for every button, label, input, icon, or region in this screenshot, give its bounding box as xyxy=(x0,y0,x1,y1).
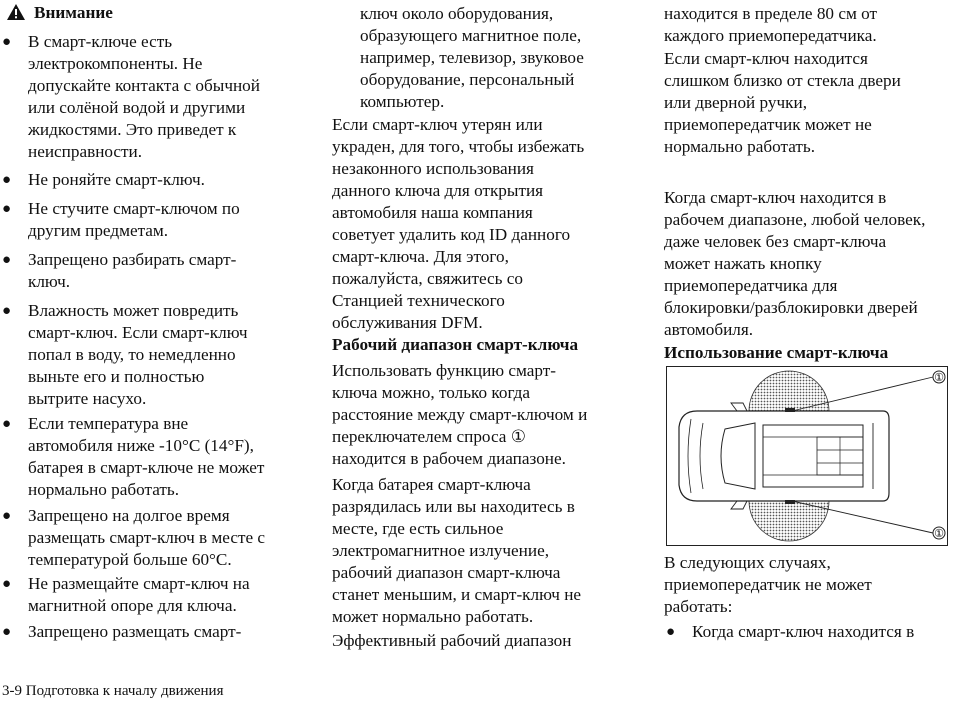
bullet-dot: ● xyxy=(666,624,676,640)
warning-heading xyxy=(6,2,113,24)
list-item-continuation: ключ около оборудования, образующего магнитное поле, например, телевизор, звуковое оборудование, персональный компьютер. xyxy=(360,4,584,111)
list-item-text: Когда смарт-ключ находится в xyxy=(692,622,915,641)
list-item-text: Запрещено размещать смарт- xyxy=(28,622,242,641)
bullet-dot: ● xyxy=(2,508,12,524)
paragraph-lost-key: Если смарт-ключ утерян или украден, для того, чтобы избежать незаконного использования данного ключа для открытия автомобиля наша компания советует удалить код ID данного смарт-ключа. Для этого, пожалуйста, свяжитесь со Станцией технического обслуживания DFM. xyxy=(332,115,585,332)
bullet-dot: ● xyxy=(2,576,12,592)
list-item xyxy=(0,573,300,617)
list-item-text: Не стучите смарт-ключом по другим предметам. xyxy=(28,199,240,240)
bullet-dot: ● xyxy=(2,303,12,319)
warning-triangle-icon xyxy=(6,3,26,21)
car-top-view-figure xyxy=(667,367,947,545)
paragraph-range-reduced: Когда батарея смарт-ключа разрядилась или вы находитесь в месте, где есть сильное электромагнитное излучение, рабочий диапазон смарт-ключа станет меньшим, и смарт-ключ не может нормально работать. xyxy=(332,475,582,626)
callout-top: ① xyxy=(934,372,944,384)
page-footer: 3-9 Подготовка к началу движения xyxy=(2,683,224,699)
bullet-dot: ● xyxy=(2,624,12,640)
list-item-text: Не размещайте смарт-ключ на магнитной опоре для ключа. xyxy=(28,574,250,615)
list-item xyxy=(0,249,300,293)
list-item-text: Запрещено на долгое время размещать смарт-ключ в месте с температурой больше 60°C. xyxy=(28,506,266,569)
list-item xyxy=(0,621,300,643)
list-item xyxy=(0,505,300,571)
warning-title: Внимание xyxy=(34,3,113,22)
list-item-text: В смарт-ключе есть электрокомпоненты. Не допускайте контакта с обычной или солёной водой и другими жидкостями. Это приведет к неисправности. xyxy=(28,32,260,161)
list-item-text: Если температура вне автомобиля ниже -10°C (14°F), батарея в смарт-ключе не может нормально работать. xyxy=(28,414,265,499)
list-item xyxy=(0,198,300,242)
paragraph-effective-range: Эффективный рабочий диапазон xyxy=(332,631,572,650)
bullet-dot: ● xyxy=(2,172,12,188)
list-item-text: Влажность может повредить смарт-ключ. Если смарт-ключ попал в воду, то немедленно выньте его и полностью вытрите насухо. xyxy=(28,301,248,408)
paragraph-range-intro: Использовать функцию смарт- ключа можно, только когда расстояние между смарт-ключом и переключателем спроса ① находится в рабочем диапазоне. xyxy=(332,361,588,468)
bullet-dot: ● xyxy=(2,252,12,268)
paragraph-anyone-press: Когда смарт-ключ находится в рабочем диапазоне, любой человек, даже человек без смарт-ключа может нажать кнопку приемопередатчика для блокировки/разблокировки дверей автомобиля. xyxy=(664,188,926,339)
list-item xyxy=(0,413,300,501)
paragraph-too-close: Если смарт-ключ находится слишком близко от стекла двери или дверной ручки, приемопередатчик может не нормально работать. xyxy=(664,49,901,156)
list-item xyxy=(664,621,953,643)
paragraph-range-limit: находится в пределе 80 см от каждого приемопередатчика. xyxy=(664,4,878,45)
section-heading-range: Рабочий диапазон смарт-ключа xyxy=(332,335,579,354)
section-heading-usage: Использование смарт-ключа xyxy=(664,343,889,362)
list-item xyxy=(0,300,300,410)
paragraph-cases: В следующих случаях, приемопередатчик не может работать: xyxy=(664,553,872,616)
bullet-dot: ● xyxy=(2,201,12,217)
bullet-dot: ● xyxy=(2,34,12,50)
bullet-dot: ● xyxy=(2,416,12,432)
list-item xyxy=(0,169,300,191)
car-range-diagram xyxy=(666,366,948,546)
list-item xyxy=(0,31,300,163)
list-item-text: Не роняйте смарт-ключ. xyxy=(28,170,205,189)
callout-bottom: ① xyxy=(934,528,944,540)
list-item-text: Запрещено разбирать смарт- ключ. xyxy=(28,250,237,291)
